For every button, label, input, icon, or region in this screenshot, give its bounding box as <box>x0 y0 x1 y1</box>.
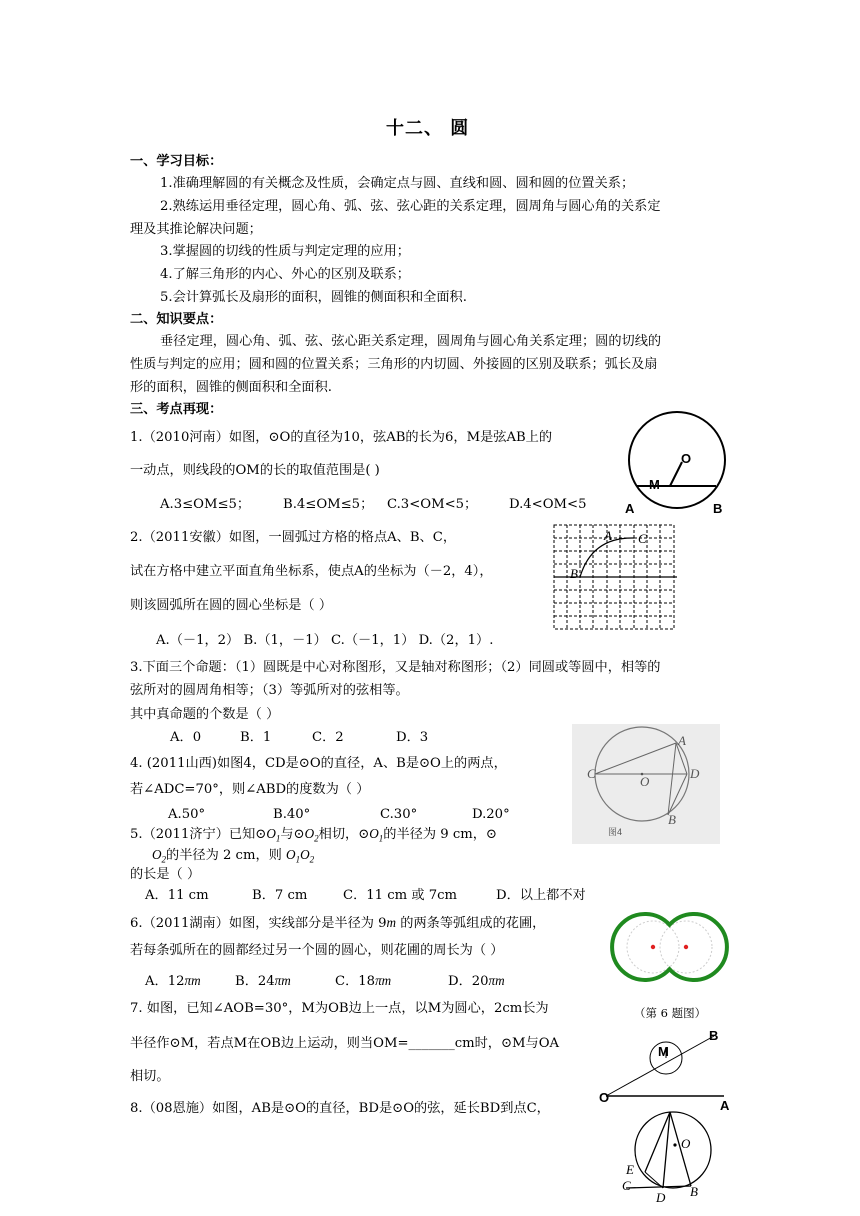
q7-angle-figure <box>596 1028 736 1116</box>
q3-option-b: B．1 <box>240 730 272 745</box>
goal-item-1: 1.准确理解圆的有关概念及性质，会确定点与圆、直线和圆、圆和圆的位置关系； <box>160 176 635 191</box>
q6-option-d-unit: πm <box>488 973 505 988</box>
q5-option-a: A．11 cm <box>145 888 209 903</box>
q1-option-d: D.4<OM<5 <box>509 497 587 512</box>
q2-line-3: 则该圆弧所在圆的圆心坐标是（ ） <box>130 598 333 613</box>
q5-text-part-1: 5.（2011济宁）已知⊙ <box>130 827 267 842</box>
goal-item-3: 3.掌握圆的切线的性质与判定定理的应用； <box>160 244 410 259</box>
q4-option-b: B.40° <box>273 807 311 822</box>
knowledge-line-2: 性质与判定的应用；圆和圆的位置关系；三角形的内切圆、外接圆的区别及联系；弧长及扇 <box>130 357 658 372</box>
q5-o2: $O_2$ <box>304 826 319 844</box>
q8-line-1: 8.（08恩施）如图，AB是⊙O的直径，BD是⊙O的弦，延长BD到点C， <box>130 1101 550 1116</box>
q1-option-c: C.3<OM<5； <box>387 497 478 512</box>
q3-option-a: A．0 <box>170 730 202 745</box>
q6-text-part-2: 的两条等弧组成的花圃， <box>396 916 546 931</box>
q5-option-b: B．7 cm <box>252 888 308 903</box>
q2-grid-figure <box>552 523 677 633</box>
knowledge-line-1: 垂径定理，圆心角、弧、弦、弦心距关系定理，圆周角与圆心角关系定理；圆的切线的 <box>160 334 662 349</box>
q2-label-b: B <box>570 566 578 581</box>
q1-option-b: B.4≤OM≤5； <box>283 497 374 512</box>
q4-label-o: O <box>640 774 650 789</box>
page-title: 十二、 圆 <box>386 118 470 139</box>
section-heading-exam-points: 三、考点再现： <box>130 402 223 417</box>
goal-item-4: 4.了解三角形的内心、外心的区别及联系； <box>160 267 410 282</box>
q7-label-b: B <box>709 1028 719 1043</box>
q1-line-2: 一动点，则线段的OM的长的取值范围是( ) <box>130 463 380 478</box>
q6-option-b-unit: πm <box>274 973 291 988</box>
q2-options: A.（－1，2） B.（1，－1） C.（－1，1） D.（2，1）. <box>156 633 494 648</box>
q2-line-1: 2.（2011安徽）如图，一圆弧过方格的格点A、B、C， <box>130 530 457 545</box>
q6-line-2: 若每条弧所在的圆都经过另一个圆的圆心，则花圃的周长为（ ） <box>130 943 504 958</box>
q6-option-a <box>145 972 201 991</box>
q6-text-part-1: 6.（2011湖南）如图，实线部分是半径为 9 <box>130 916 387 931</box>
q8-label-b: B <box>690 1184 698 1199</box>
q6-fig-caption: （第 6 题图） <box>634 1006 707 1020</box>
q7-label-m: M <box>658 1044 669 1059</box>
q4-label-a: A <box>678 733 686 748</box>
q6-option-b-num: B．24 <box>235 974 275 989</box>
q6-option-b <box>235 972 291 991</box>
q8-label-o: O <box>681 1136 691 1151</box>
goal-item-2-cont: 理及其推论解决问题； <box>130 222 262 237</box>
q4-option-d: D.20° <box>472 807 510 822</box>
q3-option-d: D．3 <box>396 730 429 745</box>
q6-option-c-unit: πm <box>375 973 392 988</box>
goal-item-2: 2.熟练运用垂径定理，圆心角、弧、弦、弦心距的关系定理，圆周角与圆心角的关系定 <box>160 199 661 214</box>
q2-label-c: C <box>638 531 647 546</box>
q5-o1: $O_1$ <box>266 826 281 844</box>
q1-option-a: A.3≤OM≤5； <box>160 497 251 512</box>
q1-line-1: 1.（2010河南）如图，⊙O的直径为10，弦AB的长为6，M是弦AB上的 <box>130 430 553 445</box>
q3-line-1: 3.下面三个命题：（1）圆既是中心对称图形，又是轴对称图形；（2）同圆或等圆中，相等的 <box>130 660 661 675</box>
q7-label-o: O <box>599 1090 610 1105</box>
q3-line-2: 弦所对的圆周角相等；（3）等弧所对的弦相等。 <box>130 683 409 698</box>
q6-option-c <box>335 972 391 991</box>
q6-unit: m <box>386 915 397 930</box>
q1-circle-figure <box>615 415 745 520</box>
q3-option-c: C．2 <box>312 730 344 745</box>
q6-option-d <box>448 972 505 991</box>
q5-line-2 <box>152 846 314 866</box>
q2-line-2: 试在方格中建立平面直角坐标系，使点A的坐标为（－2，4）， <box>130 564 493 579</box>
q6-option-a-unit: πm <box>184 973 201 988</box>
q5-o1o2: $O_1O_2$ <box>286 847 315 865</box>
q5-option-d: D．以上都不对 <box>496 888 586 903</box>
q4-fig-caption: 图4 <box>608 827 623 837</box>
q5-o2-b: $O_2$ <box>152 847 167 865</box>
q4-label-b: B <box>668 812 676 827</box>
q1-label-b: B <box>713 501 723 516</box>
q4-label-d: D <box>690 766 700 781</box>
goal-item-5: 5.会计算弧长及扇形的面积，圆锥的侧面积和全面积. <box>160 290 467 305</box>
q5-option-c: C．11 cm 或 7cm <box>343 888 457 903</box>
q4-option-a: A.50° <box>168 807 206 822</box>
q7-label-a: A <box>720 1098 730 1113</box>
q4-line-2: 若∠ADC=70°，则∠ABD的度数为（ ） <box>130 782 370 797</box>
q7-line-2: 半径作⊙M，若点M在OB边上运动，则当OM=_______cm时，⊙M与OA <box>130 1036 560 1051</box>
q4-circle-figure <box>572 724 720 844</box>
q5-text-part-4: 的半径为 9 cm，⊙ <box>383 827 497 842</box>
q6-line-1 <box>130 914 545 933</box>
q6-garden-figure <box>612 908 727 986</box>
q6-option-c-num: C．18 <box>335 974 376 989</box>
q8-circle-figure <box>618 1106 728 1205</box>
section-heading-knowledge: 二、知识要点： <box>130 312 223 327</box>
q6-option-d-num: D．20 <box>448 974 489 989</box>
section-heading-goals: 一、学习目标： <box>130 154 223 169</box>
q3-line-3: 其中真命题的个数是（ ） <box>130 707 280 722</box>
q1-label-o: O <box>681 451 692 466</box>
q5-text-part-2: 与⊙ <box>280 827 305 842</box>
q1-label-m: M <box>649 477 660 492</box>
q8-label-e: E <box>626 1162 634 1177</box>
q5-text-part-3: 相切，⊙ <box>318 827 370 842</box>
q7-line-1: 7. 如图，已知∠AOB=30°，M为OB边上一点，以M为圆心，2cm长为 <box>130 1001 549 1016</box>
q8-label-c: C <box>622 1178 631 1193</box>
q8-label-d: D <box>656 1190 666 1205</box>
q1-label-a: A <box>625 501 635 516</box>
q7-line-3: 相切。 <box>130 1069 170 1084</box>
q4-line-1: 4. (2011山西)如图4，CD是⊙O的直径，A、B是⊙O上的两点， <box>130 756 507 771</box>
q5-line-3: 的长是（ ） <box>130 867 201 882</box>
knowledge-line-3: 形的面积，圆锥的侧面积和全面积. <box>130 380 333 395</box>
q5-text-part-5: 的半径为 2 cm，则 <box>166 848 282 863</box>
q2-label-a: A <box>604 528 612 543</box>
q4-option-c: C.30° <box>380 807 418 822</box>
q6-option-a-num: A．12 <box>145 974 185 989</box>
q5-line-1 <box>130 825 497 845</box>
q4-label-c: C <box>587 766 596 781</box>
q5-o1-b: $O_1$ <box>369 826 384 844</box>
